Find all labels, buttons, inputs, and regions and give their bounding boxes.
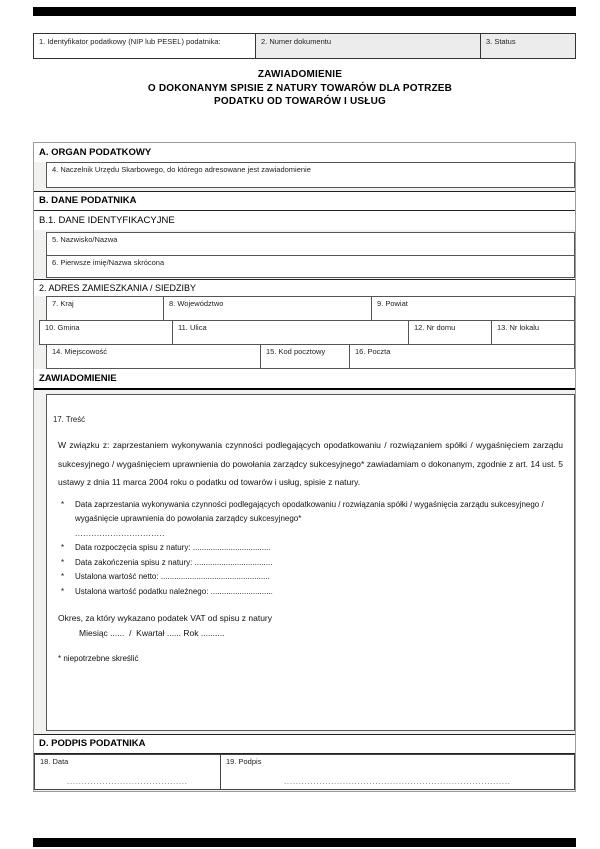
section-d-header: D. PODPIS PODATNIKA [34, 735, 575, 753]
bullet-text: Data rozpoczęcia spisu z natury: ................................... [75, 543, 271, 552]
footnote-strike-unneeded: * niepotrzebne skreślić [58, 654, 139, 663]
field-17-label: 17. Treść [53, 415, 86, 424]
field-19-label: 19. Podpis [226, 757, 262, 766]
bullet-dotted-line[interactable]: ................................. [75, 528, 165, 538]
bullet-item-tax-due [61, 585, 563, 600]
address-row-3 [46, 344, 575, 369]
field-7-country[interactable] [46, 296, 164, 321]
field-11-street[interactable] [172, 320, 409, 345]
field-15-postal-code[interactable] [260, 344, 350, 369]
field-14-city[interactable] [46, 344, 261, 369]
field-19-signature[interactable] [220, 754, 575, 790]
field-17-notice-content[interactable] [46, 394, 575, 731]
form-body [33, 142, 576, 792]
taxpayer-id-label: 1. Identyfikator podatkowy (NIP lub PESEL) podatnika: [39, 37, 221, 46]
section-a-header: A. ORGAN PODATKOWY [34, 143, 575, 162]
bullet-marker: * [61, 499, 65, 509]
field-5-label: 5. Nazwisko/Nazwa [52, 235, 118, 244]
bullet-item-cessation-date [61, 498, 563, 527]
field-6-first-name[interactable] [46, 255, 575, 278]
notice-section-header: ZAWIADOMIENIE [34, 369, 575, 388]
bullet-marker: * [61, 557, 65, 567]
signature-dotted-line[interactable]: ............................................................................. [284, 779, 511, 786]
bullet-item-net-value [61, 570, 563, 585]
document-title-line2: O DOKONANYM SPISIE Z NATURY TOWARÓW DLA POTRZEB [147, 82, 453, 94]
document-title-line3: PODATKU OD TOWARÓW I USŁUG [213, 96, 387, 107]
field-10-label: 10. Gmina [45, 323, 80, 332]
field-9-label: 9. Powiat [377, 299, 408, 308]
section-b-header: B. DANE PODATNIKA [34, 192, 575, 210]
status-field[interactable] [481, 34, 575, 58]
bullet-text: Ustalona wartość netto: ................................................. [75, 572, 270, 581]
notice-paragraph: W związku z: zaprzestaniem wykonywania czynności podlegających opodatkowaniu / rozwiązaniem spółki / wygaśnięciem zarządu sukcesyjnego / wygaśnięciem uprawnienia do powołania zarządcy sukcesyjnego* zawiadamiam o dokonanym, zgodnie z art. 14 ust. 5 ustawy z dnia 11 marca 2004 roku o podatku od towarów i usług, spisie z natury. [58, 440, 563, 487]
field-10-commune[interactable] [39, 320, 173, 345]
field-5-surname[interactable] [46, 232, 575, 256]
print-registration-bar-bottom [33, 838, 576, 847]
field-18-date[interactable] [34, 754, 221, 790]
bullet-marker: * [61, 572, 65, 581]
vat-period-heading: Okres, za który wykazano podatek VAT od spisu z natury [58, 613, 273, 623]
print-registration-bar-top [33, 7, 576, 16]
signature-row [34, 754, 575, 790]
field-12-label: 12. Nr domu [414, 323, 456, 332]
field-7-label: 7. Kraj [52, 299, 74, 308]
notice-bullet-list [61, 498, 563, 600]
document-number-field[interactable] [256, 34, 481, 58]
address-section-header: 2. ADRES ZAMIESZKANIA / SIEDZIBY [34, 280, 575, 296]
field-14-label: 14. Miejscowość [52, 347, 108, 356]
bullet-text: Data zakończenia spisu z natury: ................................... [75, 557, 273, 567]
field-13-label: 13. Nr lokalu [497, 323, 540, 332]
bullet-item-inventory-start [61, 541, 563, 556]
field-4-tax-office[interactable] [46, 162, 575, 188]
form-id-row [33, 33, 576, 59]
field-9-county[interactable] [371, 296, 575, 321]
address-row-1 [46, 296, 575, 321]
field-12-house-number[interactable] [408, 320, 492, 345]
bullet-marker: * [61, 543, 65, 552]
field-13-apartment-number[interactable] [491, 320, 575, 345]
bullet-text: Ustalona wartość podatku należnego: ............................ [75, 586, 273, 596]
date-dotted-line[interactable]: ......................................... [67, 779, 188, 786]
bullet-text: Data zaprzestania wykonywania czynności podlegających opodatkowaniu / rozwiązania spółki / wygaśnięcia zarządu sukcesyjnego / wygaśnięcie uprawnienia do powołania zarządcy sukcesyjnego* [75, 499, 544, 523]
vat-period-line[interactable]: Miesiąc ...... / Kwartał ...... Rok .......... [79, 628, 225, 638]
field-16-post-office[interactable] [349, 344, 575, 369]
document-title [0, 68, 600, 109]
field-8-label: 8. Województwo [169, 299, 224, 308]
bullet-marker: * [61, 586, 65, 596]
bullet-item-inventory-end [61, 556, 563, 571]
field-18-label: 18. Data [40, 757, 69, 766]
field-15-label: 15. Kod pocztowy [266, 347, 326, 356]
field-6-label: 6. Pierwsze imię/Nazwa skrócona [52, 258, 165, 267]
field-11-label: 11. Ulica [178, 323, 207, 332]
section-b1-header: B.1. DANE IDENTYFIKACYJNE [34, 211, 575, 230]
field-16-label: 16. Poczta [355, 347, 391, 356]
address-row-2 [39, 320, 575, 345]
document-number-label: 2. Numer dokumentu [261, 37, 332, 46]
divider [34, 388, 575, 390]
status-label: 3. Status [486, 37, 516, 46]
document-title-line1: ZAWIADOMIENIE [257, 69, 343, 80]
taxpayer-id-field[interactable] [34, 34, 256, 58]
field-4-label: 4. Naczelnik Urzędu Skarbowego, do którego adresowane jest zawiadomienie [52, 165, 311, 174]
field-8-voivodeship[interactable] [163, 296, 372, 321]
